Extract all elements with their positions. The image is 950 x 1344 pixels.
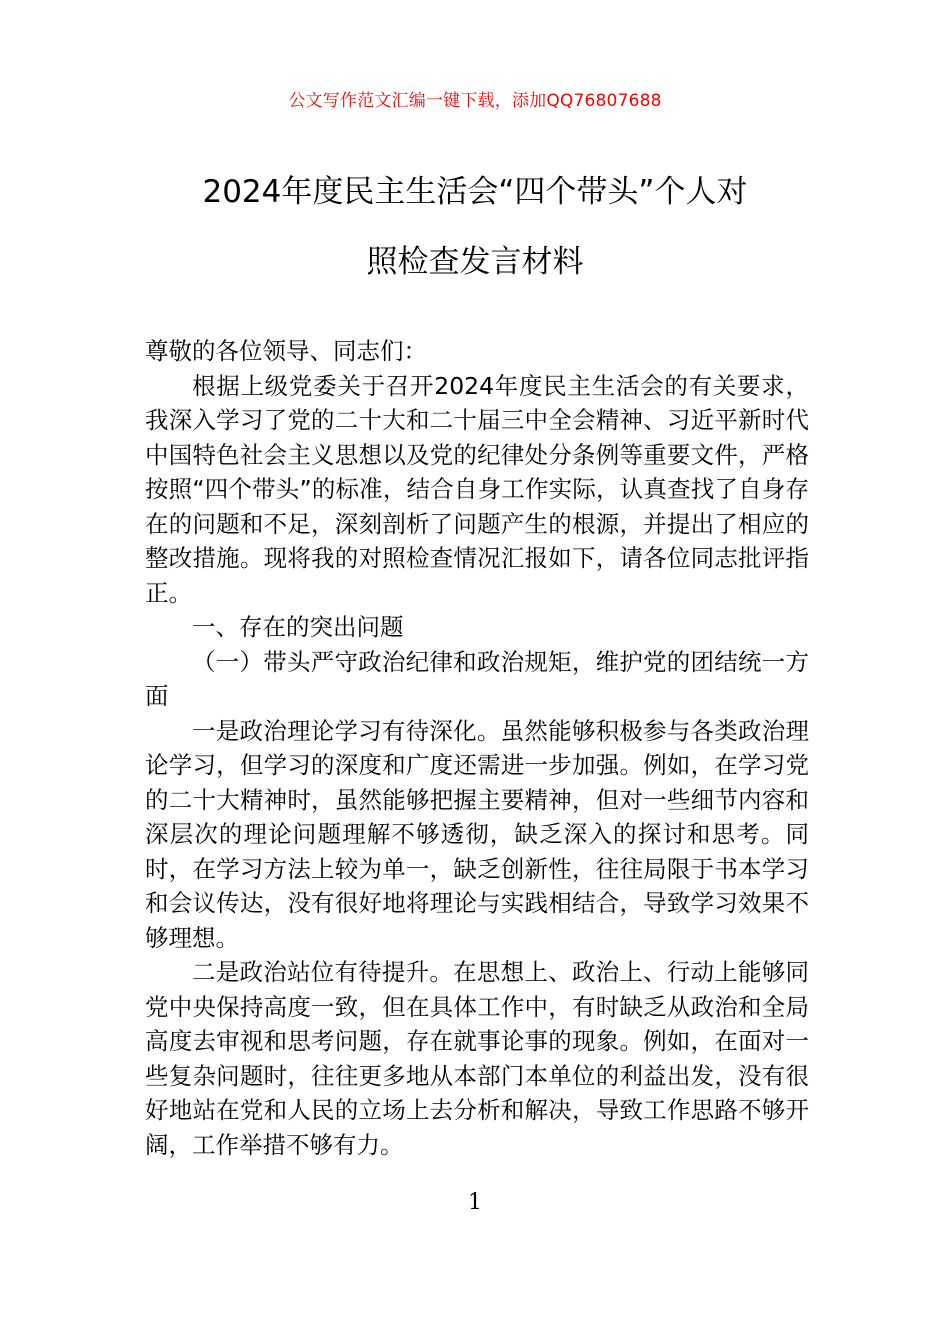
document-body bbox=[145, 334, 809, 1162]
intro-paragraph: 根据上级党委关于召开2024年度民主生活会的有关要求，我深入学习了党的二十大和二十届三中全会精神、习近平新时代中国特色社会主义思想以及党的纪律处分条例等重要文件，严格按照“四个带头”的标准，结合自身工作实际，认真查找了自身存在的问题和不足，深刻剖析了问题产生的根源，并提出了相应的整改措施。现将我的对照检查情况汇报如下，请各位同志批评指正。 bbox=[145, 371, 809, 607]
section-heading: 一、存在的突出问题 bbox=[192, 613, 404, 641]
document-title-line-1: 2024年度民主生活会“四个带头”个人对 bbox=[202, 174, 748, 210]
page-number: 1 bbox=[468, 1190, 482, 1215]
subsection-heading: （一）带头严守政治纪律和政治规矩，维护党的团结统一方面 bbox=[145, 647, 809, 710]
point-two-paragraph: 二是政治站位有待提升。在思想上、政治上、行动上能够同党中央保持高度一致，但在具体工作中，有时缺乏从政治和全局高度去审视和思考问题，存在就事论事的现象。例如，在面对一些复杂问题时，往往更多地从本部门本单位的利益出发，没有很好地站在党和人民的立场上去分析和解决，导致工作思路不够开阔，工作举措不够有力。 bbox=[145, 958, 809, 1159]
promo-banner: 公文写作范文汇编一键下载，添加QQ76807688 bbox=[288, 91, 662, 111]
point-one-paragraph: 一是政治理论学习有待深化。虽然能够积极参与各类政治理论学习，但学习的深度和广度还需进一步加强。例如，在学习党的二十大精神时，虽然能够把握主要精神，但对一些细节内容和深层次的理论问题理解不够透彻，缺乏深入的探讨和思考。同时，在学习方法上较为单一，缺乏创新性，往往局限于书本学习和会议传达，没有很好地将理论与实践相结合，导致学习效果不够理想。 bbox=[145, 716, 809, 952]
salutation: 尊敬的各位领导、同志们： bbox=[145, 337, 427, 365]
document-title-line-2: 照检查发言材料 bbox=[366, 244, 584, 280]
